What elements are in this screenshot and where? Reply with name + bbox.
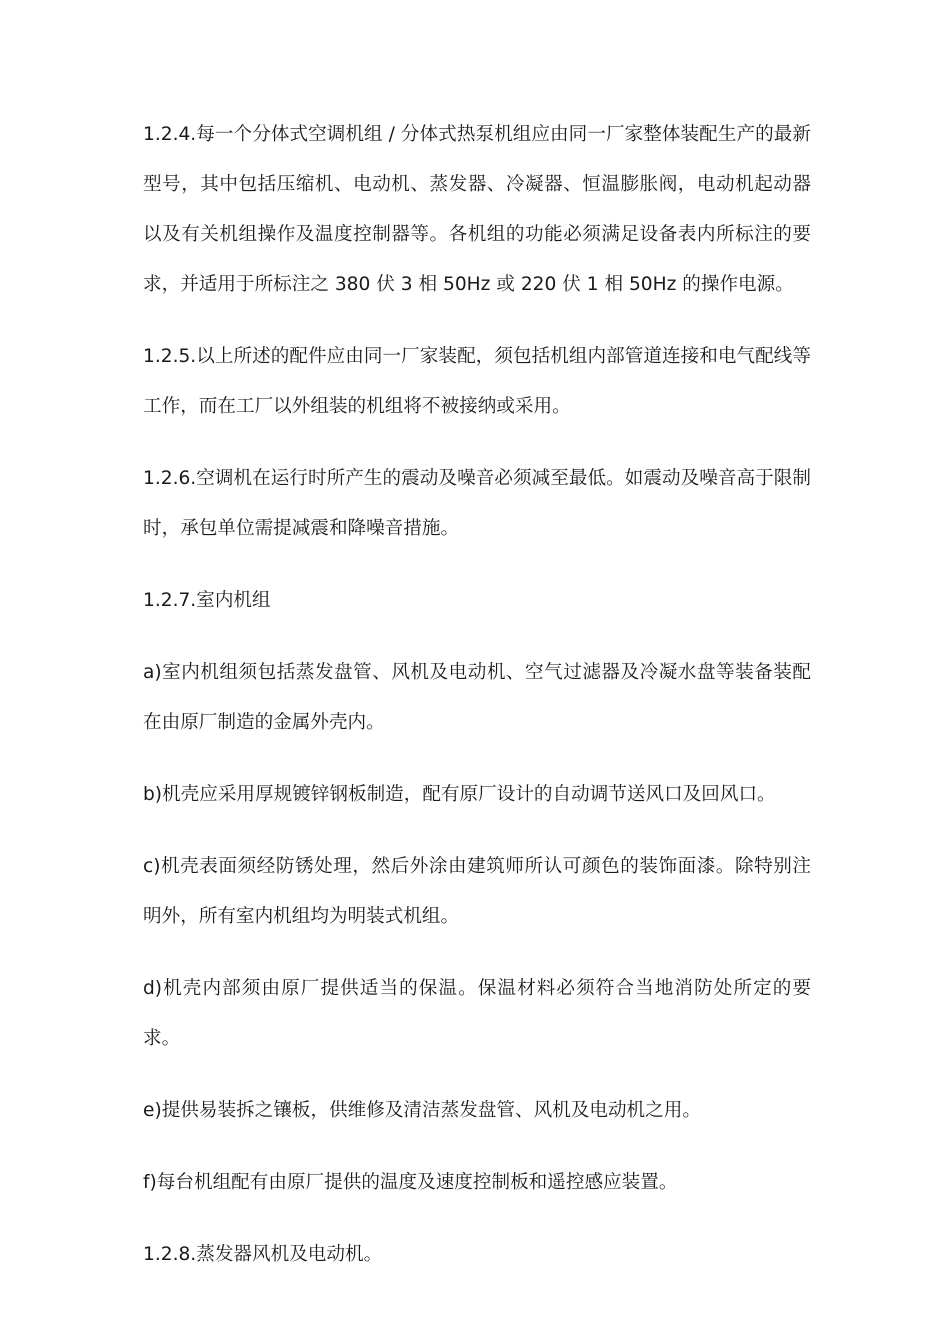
paragraph-1-2-6: 1.2.6.空调机在运行时所产生的震动及噪音必须减至最低。如震动及噪音高于限制时，承包单位需提减震和降噪音措施。 — [143, 468, 811, 539]
document-body — [143, 110, 811, 1302]
section-heading-1-2-7: 1.2.7.室内机组 — [143, 590, 271, 611]
paragraph-1-2-5: 1.2.5.以上所述的配件应由同一厂家装配，须包括机组内部管道连接和电气配线等工作，而在工厂以外组装的机组将不被接纳或采用。 — [143, 346, 811, 417]
list-item-c: c)机壳表面须经防锈处理，然后外涂由建筑师所认可颜色的装饰面漆。除特别注明外，所有室内机组均为明装式机组。 — [143, 856, 811, 927]
list-item-e: e)提供易装拆之镶板，供维修及清洁蒸发盘管、风机及电动机之用。 — [143, 1100, 701, 1121]
list-item-a: a)室内机组须包括蒸发盘管、风机及电动机、空气过滤器及冷凝水盘等装备装配在由原厂制造的金属外壳内。 — [143, 662, 811, 733]
list-item-b: b)机壳应采用厚规镀锌钢板制造，配有原厂设计的自动调节送风口及回风口。 — [143, 784, 776, 805]
section-heading-1-2-8: 1.2.8.蒸发器风机及电动机。 — [143, 1244, 383, 1265]
list-item-d: d)机壳内部须由原厂提供适当的保温。保温材料必须符合当地消防处所定的要求。 — [143, 978, 811, 1049]
paragraph-1-2-4: 1.2.4.每一个分体式空调机组 / 分体式热泵机组应由同一厂家整体装配生产的最新型号，其中包括压缩机、电动机、蒸发器、冷凝器、恒温膨胀阀，电动机起动器以及有关机组操作及温度控制器等。各机组的功能必须满足设备表内所标注的要求，并适用于所标注之 380 伏 3 相 50Hz 或 220 伏 1 相 50Hz 的操作电源。 — [143, 124, 811, 295]
list-item-f: f)每台机组配有由原厂提供的温度及速度控制板和遥控感应装置。 — [143, 1172, 678, 1193]
